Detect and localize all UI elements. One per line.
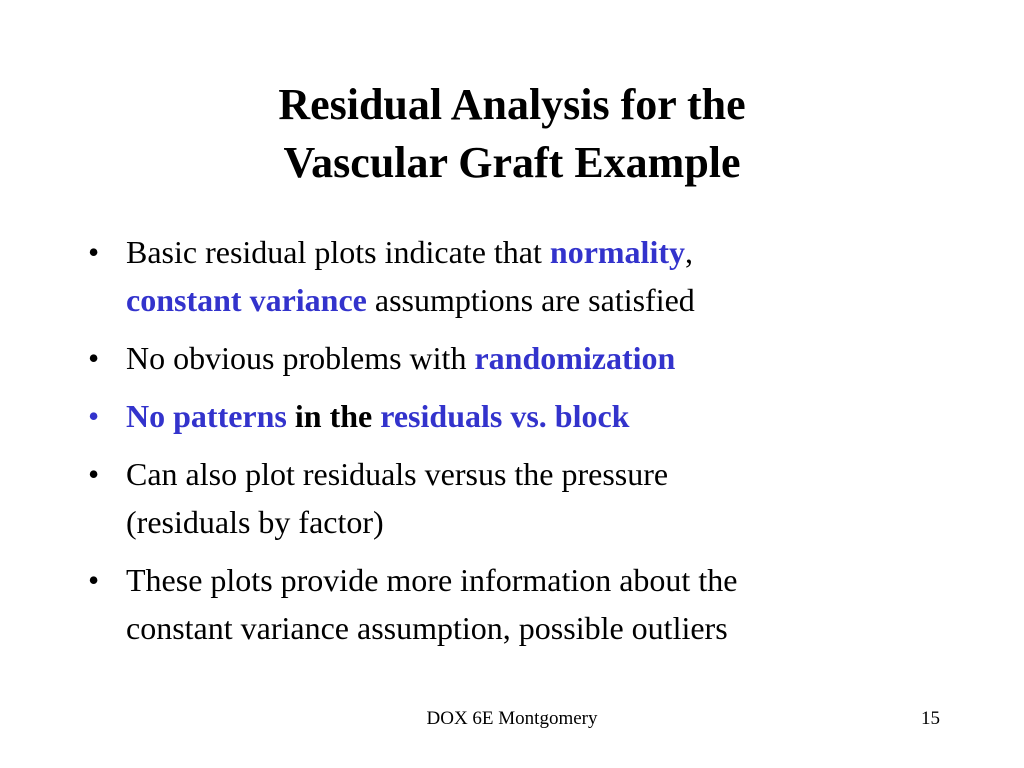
bullet-text-segment: , bbox=[684, 234, 693, 270]
footer-author: DOX 6E Montgomery bbox=[426, 708, 598, 729]
bullet-list bbox=[88, 228, 988, 662]
bullet-item bbox=[88, 556, 988, 652]
bullet-text-segment: Can also plot residuals versus the pressure bbox=[126, 456, 669, 492]
bullet-text-segment: constant variance assumption, possible outliers bbox=[126, 610, 728, 646]
bullet-dot: • bbox=[88, 456, 100, 492]
bullet-item bbox=[88, 392, 988, 440]
bullet-dot: • bbox=[88, 398, 100, 434]
title-line-1: Residual Analysis for the bbox=[278, 80, 746, 129]
bullet-item bbox=[88, 228, 988, 324]
bullet-item bbox=[88, 334, 988, 382]
footer-page-number: 15 bbox=[921, 708, 940, 729]
bullet-text-segment: randomization bbox=[474, 340, 676, 376]
bullet-text-segment: residuals vs. block bbox=[380, 398, 630, 434]
bullet-dot: • bbox=[88, 562, 100, 598]
bullet-text-segment: assumptions are satisfied bbox=[366, 282, 695, 318]
bullet-text-segment: These plots provide more information about the bbox=[126, 562, 738, 598]
bullet-text-segment: (residuals by factor) bbox=[126, 504, 384, 540]
bullet-text-segment: constant variance bbox=[126, 282, 367, 318]
bullet-text-segment: in the bbox=[286, 398, 381, 434]
bullet-text-segment: No patterns bbox=[126, 398, 287, 434]
bullet-dot: • bbox=[88, 340, 100, 376]
title-line-2: Vascular Graft Example bbox=[283, 138, 741, 187]
bullet-text-segment: Basic residual plots indicate that bbox=[126, 234, 550, 270]
bullet-text-segment: normality bbox=[549, 234, 685, 270]
slide-title bbox=[0, 76, 1024, 192]
bullet-dot: • bbox=[88, 234, 100, 270]
bullet-text-segment: No obvious problems with bbox=[126, 340, 475, 376]
bullet-item bbox=[88, 450, 988, 546]
